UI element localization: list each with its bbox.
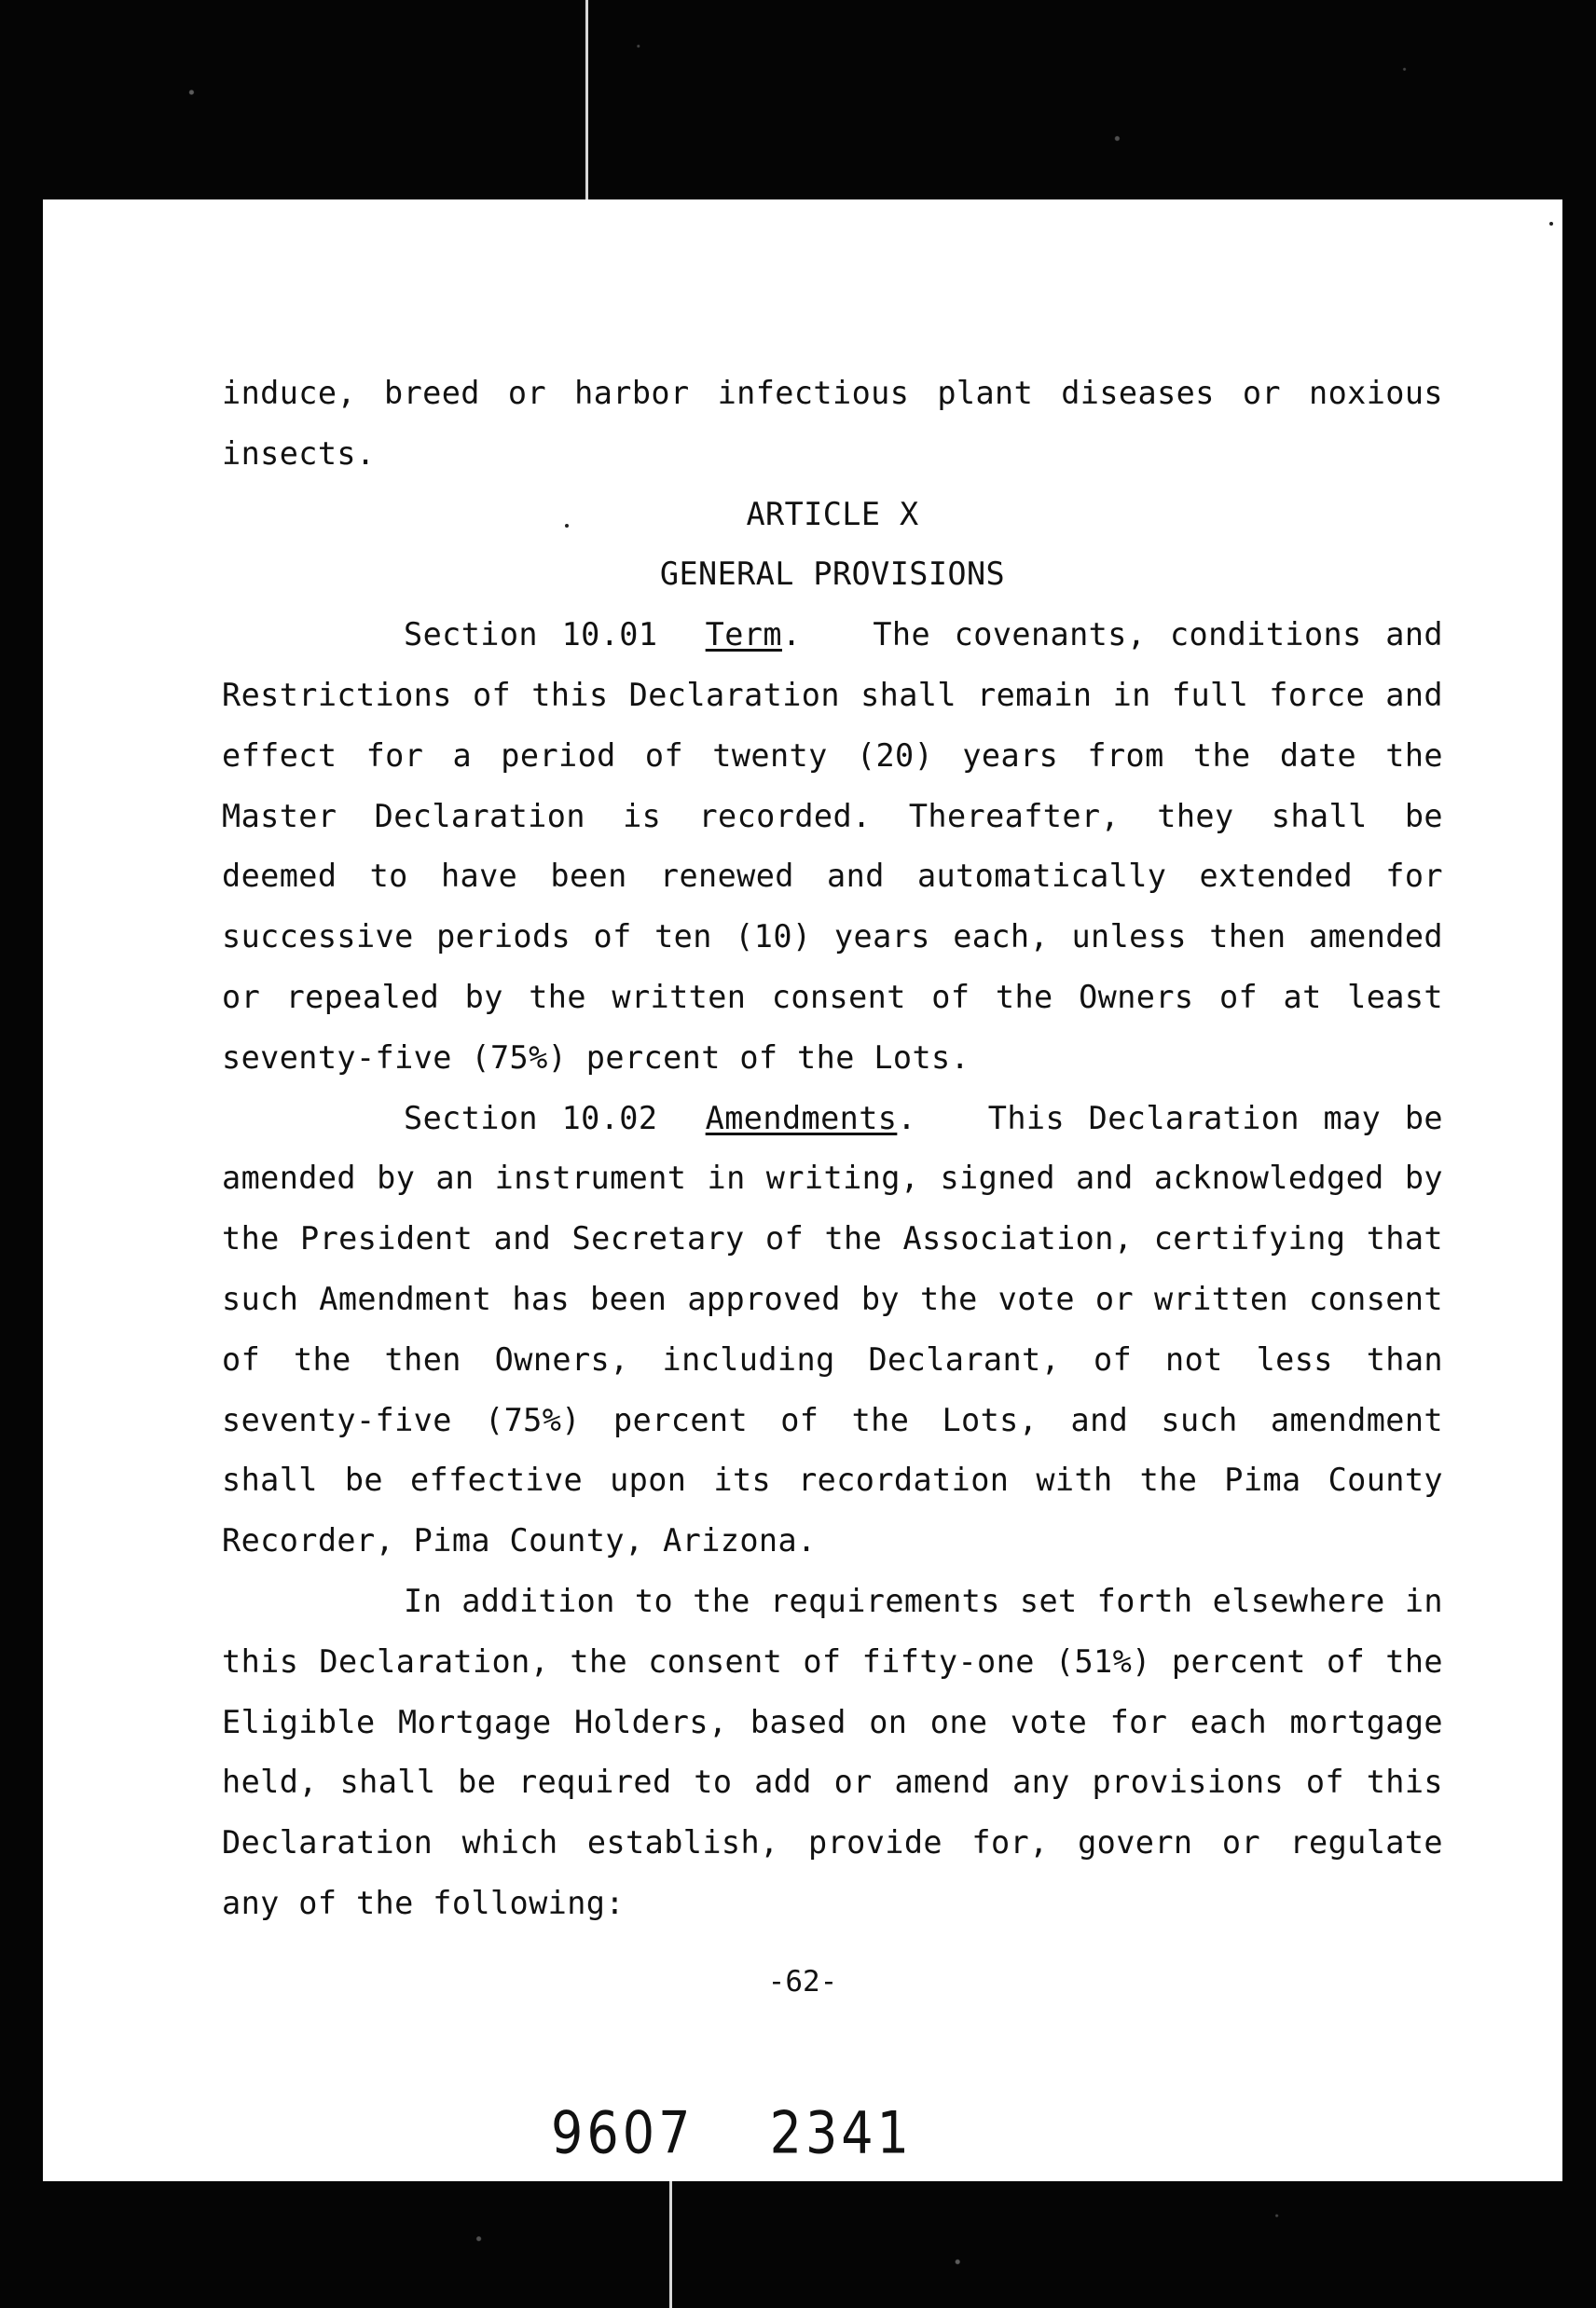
scan-artifact-line xyxy=(585,0,588,199)
scan-artifact-line xyxy=(669,2181,672,2308)
section-10-02-body: This Declaration may be amended by an instrument in writing, signed and acknowledged by the President and Secretary of the Association, certifying that such Amendment has been approved by the vote or written consent of the then Owners, including Declarant, of not less than seventy-five (75%) percent of the Lots, and such amendment shall be effective upon its recordation with the Pima County Recorder, Pima County, Arizona. xyxy=(222,1099,1443,1559)
scan-speck xyxy=(1549,222,1553,226)
section-10-01-label: Section 10.01 xyxy=(404,616,658,653)
carryover-paragraph: induce, breed or harbor infectious plant diseases or noxious insects. xyxy=(222,375,1443,472)
article-title: ARTICLE X xyxy=(746,495,919,532)
section-10-02-label: Section 10.02 xyxy=(404,1099,658,1136)
body-text xyxy=(222,364,1443,1934)
section-10-01-heading: Term xyxy=(705,616,782,653)
mortgage-holder-paragraph: In addition to the requirements set forth elsewhere in this Declaration, the consent of fifty-one (51%) percent of the Eligible Mortgage Holders, based on one vote for each mortgage held, shall be required to add or amend any provisions of this Declaration which establish, provide for, govern or regulate any of the following: xyxy=(222,1582,1443,1921)
article-subtitle: GENERAL PROVISIONS xyxy=(659,556,1006,593)
recording-stamp: 9607 2341 xyxy=(551,2099,914,2167)
section-10-01-body: The covenants, conditions and Restrictions of this Declaration shall remain in full force and effect for a period of twenty (20) years from the date the Master Declaration is recorded. Thereafter, they shall be deemed to have been renewed and automatically extended for successive periods of ten (10) years each, unless then amended or repealed by the written consent of the Owners of at least seventy-five (75%) percent of the Lots. xyxy=(222,616,1443,1076)
section-10-02-paragraph: Section 10.02 Amendments. This Declaration may be amended by an instrument in writing, signed and acknowledged by the President and Secretary of the Association, certifying that such Amendment has been approved by the vote or written consent of the then Owners, including Declarant, of not less than seventy-five (75%) percent of the Lots, and such amendment shall be effective upon its recordation with the Pima County Recorder, Pima County, Arizona. xyxy=(222,1099,1443,1559)
section-10-02-heading: Amendments xyxy=(705,1099,898,1136)
page-number: -62- xyxy=(767,1965,838,1999)
document-page xyxy=(43,199,1562,2181)
section-10-01-paragraph: Section 10.01 Term. The covenants, conditions and Restrictions of this Declaration shall remain in full force and effect for a period of twenty (20) years from the date the Master Declaration is recorded. Thereafter, they shall be deemed to have been renewed and automatically extended for successive periods of ten (10) years each, unless then amended or repealed by the written consent of the Owners of at least seventy-five (75%) percent of the Lots. xyxy=(222,616,1443,1076)
